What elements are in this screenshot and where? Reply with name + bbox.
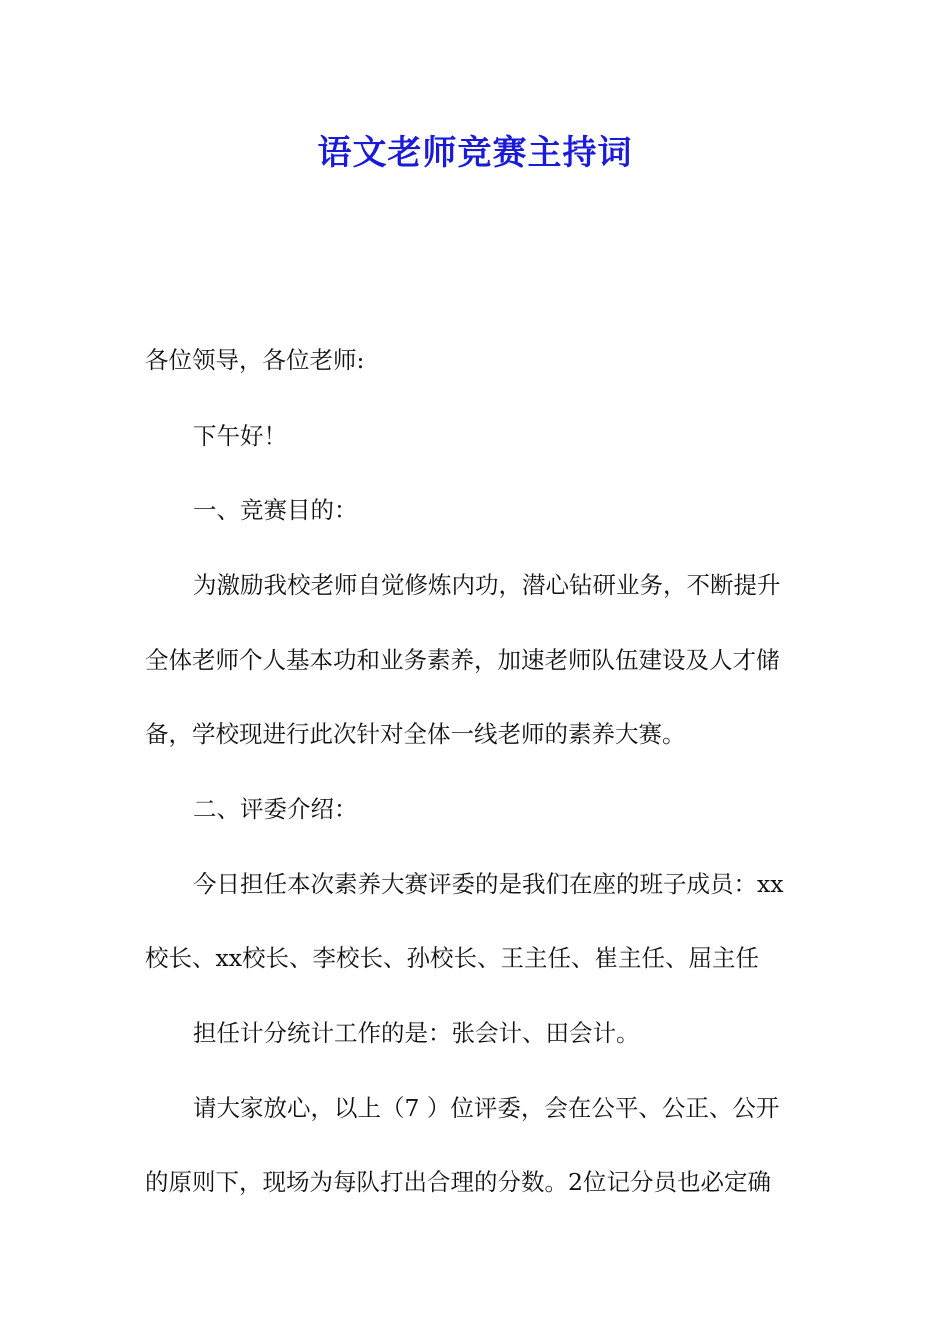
section-heading-purpose: 一、竞赛目的：	[193, 496, 358, 524]
paragraph-line: 请大家放心，以上（7 ）位评委，会在公平、公正、公开	[193, 1094, 780, 1122]
paragraph-line: 的原则下，现场为每队打出合理的分数。2位记分员也必定确	[145, 1168, 771, 1196]
salutation-line: 各位领导，各位老师:	[145, 346, 365, 374]
greeting-line: 下午好！	[193, 422, 287, 450]
document-title: 语文老师竞赛主持词	[317, 133, 633, 173]
paragraph-line: 全体老师个人基本功和业务素养，加速老师队伍建设及人才储	[145, 646, 780, 674]
paragraph-line: 为激励我校老师自觉修炼内功，潜心钻研业务，不断提升	[193, 571, 781, 599]
paragraph-line: 备，学校现进行此次针对全体一线老师的素养大赛。	[145, 720, 686, 748]
paragraph-line: 校长、xx校长、李校长、孙校长、王主任、崔主任、屈主任	[145, 944, 760, 972]
paragraph-line: 担任计分统计工作的是：张会计、田会计。	[193, 1019, 640, 1047]
section-heading-judges: 二、评委介绍：	[193, 795, 358, 823]
paragraph-line: 今日担任本次素养大赛评委的是我们在座的班子成员：xx	[193, 870, 784, 898]
